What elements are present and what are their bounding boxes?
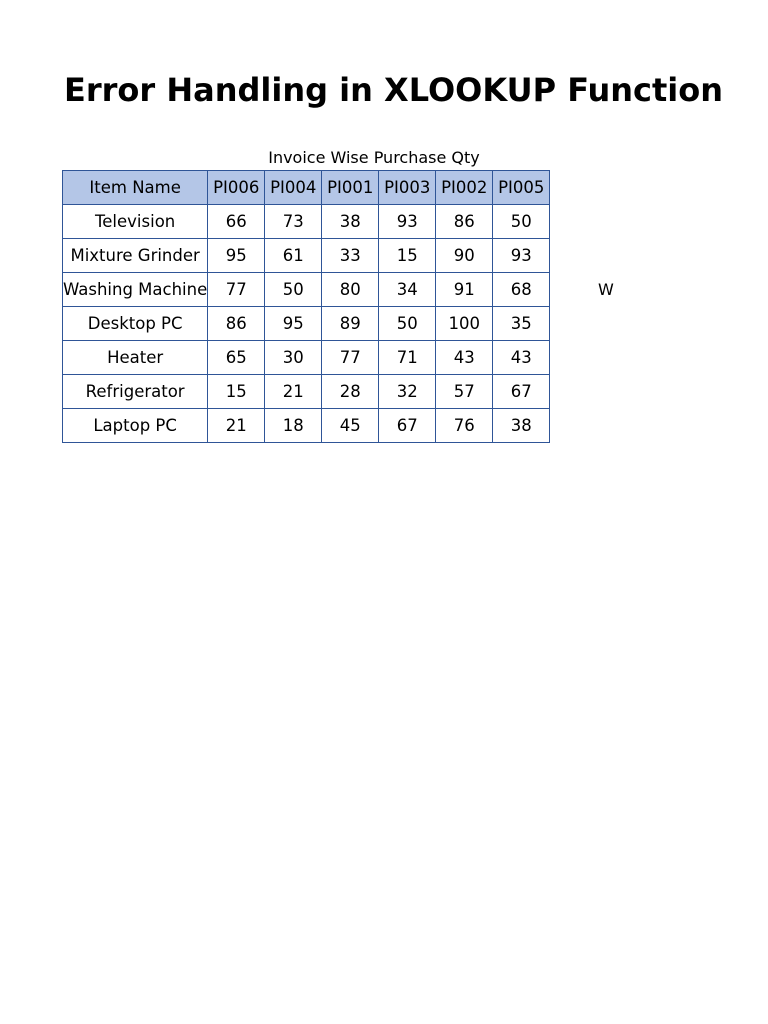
qty-cell[interactable]: 43: [436, 341, 493, 375]
qty-cell[interactable]: 66: [208, 205, 265, 239]
clipped-side-text: W: [598, 280, 614, 299]
qty-cell[interactable]: 38: [493, 409, 550, 443]
qty-cell[interactable]: 33: [322, 239, 379, 273]
table-caption: Invoice Wise Purchase Qty: [268, 148, 480, 167]
item-name-cell[interactable]: Desktop PC: [63, 307, 208, 341]
table-header-row: [63, 171, 550, 205]
header-invoice-pi006[interactable]: PI006: [208, 171, 265, 205]
qty-cell[interactable]: 43: [493, 341, 550, 375]
qty-cell[interactable]: 100: [436, 307, 493, 341]
header-item-name[interactable]: Item Name: [63, 171, 208, 205]
qty-cell[interactable]: 93: [493, 239, 550, 273]
qty-cell[interactable]: 77: [322, 341, 379, 375]
purchase-qty-table: [62, 170, 550, 443]
qty-cell[interactable]: 61: [265, 239, 322, 273]
table-body: [63, 205, 550, 443]
qty-cell[interactable]: 65: [208, 341, 265, 375]
qty-cell[interactable]: 73: [265, 205, 322, 239]
qty-cell[interactable]: 21: [265, 375, 322, 409]
qty-cell[interactable]: 15: [379, 239, 436, 273]
qty-cell[interactable]: 45: [322, 409, 379, 443]
page-title: Error Handling in XLOOKUP Function: [64, 71, 724, 109]
item-name-cell[interactable]: Laptop PC: [63, 409, 208, 443]
qty-cell[interactable]: 91: [436, 273, 493, 307]
header-invoice-pi004[interactable]: PI004: [265, 171, 322, 205]
qty-cell[interactable]: 15: [208, 375, 265, 409]
qty-cell[interactable]: 50: [493, 205, 550, 239]
table-row: [63, 375, 550, 409]
qty-cell[interactable]: 34: [379, 273, 436, 307]
table-row: [63, 341, 550, 375]
header-invoice-pi001[interactable]: PI001: [322, 171, 379, 205]
qty-cell[interactable]: 32: [379, 375, 436, 409]
table-row: [63, 273, 550, 307]
qty-cell[interactable]: 80: [322, 273, 379, 307]
qty-cell[interactable]: 18: [265, 409, 322, 443]
qty-cell[interactable]: 76: [436, 409, 493, 443]
qty-cell[interactable]: 93: [379, 205, 436, 239]
qty-cell[interactable]: 95: [265, 307, 322, 341]
qty-cell[interactable]: 86: [208, 307, 265, 341]
item-name-cell[interactable]: Television: [63, 205, 208, 239]
table-row: [63, 205, 550, 239]
item-name-cell[interactable]: Refrigerator: [63, 375, 208, 409]
qty-cell[interactable]: 57: [436, 375, 493, 409]
header-invoice-pi005[interactable]: PI005: [493, 171, 550, 205]
qty-cell[interactable]: 89: [322, 307, 379, 341]
table-row: [63, 239, 550, 273]
qty-cell[interactable]: 90: [436, 239, 493, 273]
qty-cell[interactable]: 77: [208, 273, 265, 307]
qty-cell[interactable]: 67: [493, 375, 550, 409]
table-row: [63, 409, 550, 443]
qty-cell[interactable]: 86: [436, 205, 493, 239]
qty-cell[interactable]: 21: [208, 409, 265, 443]
qty-cell[interactable]: 30: [265, 341, 322, 375]
qty-cell[interactable]: 71: [379, 341, 436, 375]
qty-cell[interactable]: 68: [493, 273, 550, 307]
item-name-cell[interactable]: Heater: [63, 341, 208, 375]
qty-cell[interactable]: 28: [322, 375, 379, 409]
qty-cell[interactable]: 67: [379, 409, 436, 443]
qty-cell[interactable]: 95: [208, 239, 265, 273]
item-name-cell[interactable]: Washing Machine: [63, 273, 208, 307]
header-invoice-pi003[interactable]: PI003: [379, 171, 436, 205]
table-row: [63, 307, 550, 341]
qty-cell[interactable]: 50: [379, 307, 436, 341]
qty-cell[interactable]: 50: [265, 273, 322, 307]
header-invoice-pi002[interactable]: PI002: [436, 171, 493, 205]
item-name-cell[interactable]: Mixture Grinder: [63, 239, 208, 273]
qty-cell[interactable]: 35: [493, 307, 550, 341]
qty-cell[interactable]: 38: [322, 205, 379, 239]
